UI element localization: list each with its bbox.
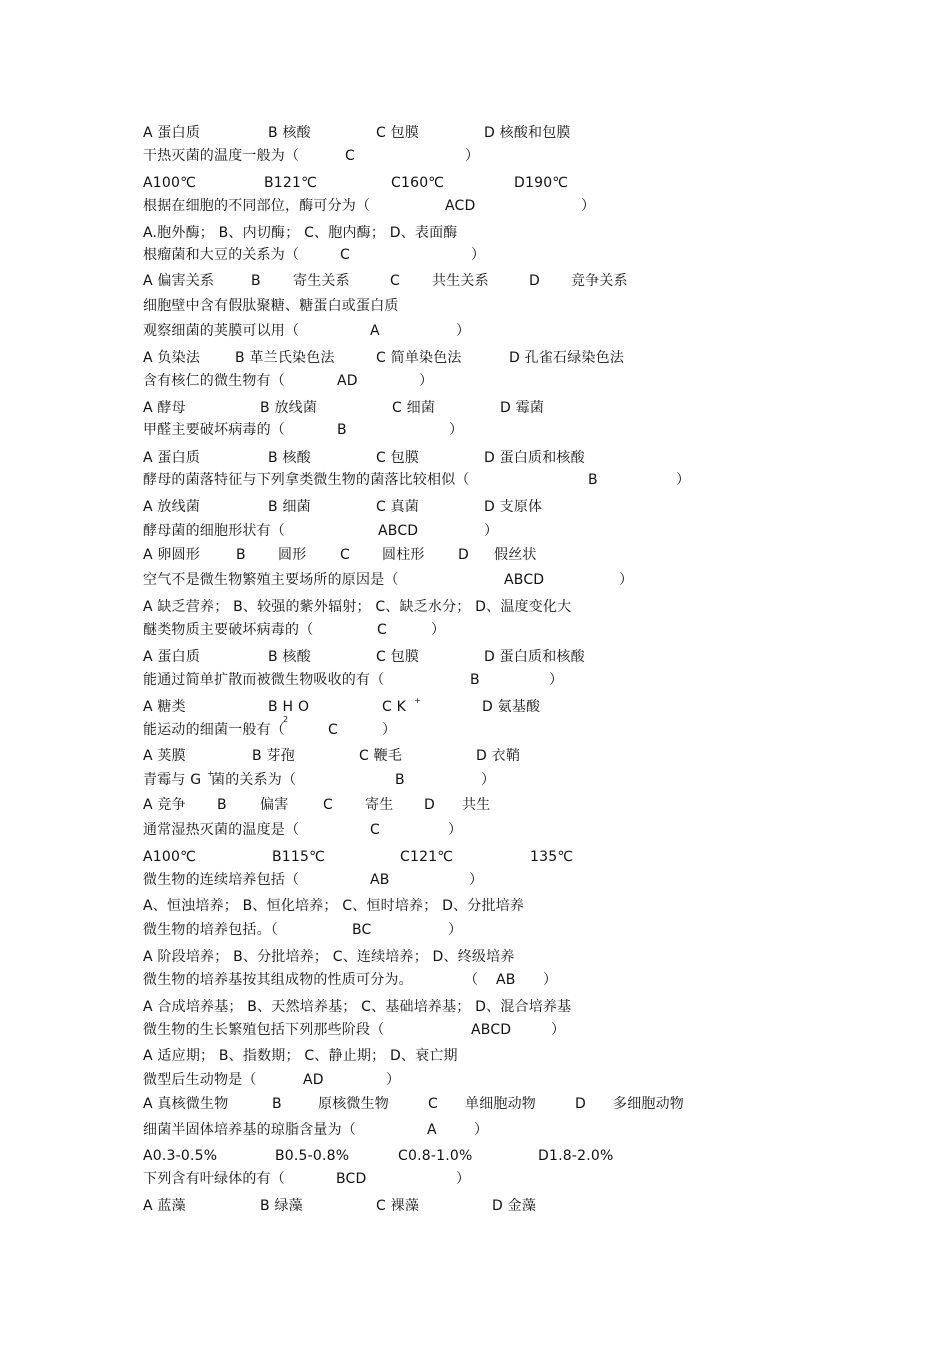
question-line: [0, 896, 950, 920]
line-segment: C 包膜: [376, 649, 420, 665]
line-segment: D: [424, 797, 435, 813]
line-segment: A 荚膜: [143, 748, 186, 764]
line-segment: C 鞭毛: [359, 748, 403, 764]
line-segment: 多细胞动物: [613, 1096, 684, 1112]
line-segment: ABCD: [378, 523, 419, 539]
line-segment: 假丝状: [494, 547, 537, 563]
question-line: [0, 670, 950, 694]
question-line: [0, 321, 950, 345]
line-segment: 能通过简单扩散而被微生物吸收的有（: [143, 672, 385, 688]
line-segment: 2: [283, 714, 289, 724]
question-line: [0, 223, 950, 247]
line-segment: 微型后生动物是（: [143, 1072, 257, 1088]
line-segment: 偏害: [260, 797, 289, 813]
line-segment: 根据在细胞的不同部位，酶可分为（: [143, 198, 371, 214]
line-segment: D 霉菌: [500, 400, 545, 416]
line-segment: ）: [551, 1022, 566, 1038]
line-segment: A 蛋白质: [143, 649, 201, 665]
line-segment: B: [272, 1096, 282, 1112]
question-line: [0, 1196, 950, 1220]
line-segment: B: [588, 472, 598, 488]
line-segment: A 酵母: [143, 400, 186, 416]
question-line: [0, 123, 950, 147]
question-line: [0, 947, 950, 971]
line-segment: D: [575, 1096, 586, 1112]
line-segment: A.胞外酶； B、内切酶； C、胞内酶； D、表面酶: [143, 225, 458, 241]
question-line: [0, 1169, 950, 1193]
question-line: [0, 1046, 950, 1070]
line-segment: B 核酸: [268, 649, 311, 665]
line-segment: 酵母的菌落特征与下列拿类微生物的菌落比较相似（: [143, 472, 470, 488]
line-segment: C 真菌: [376, 499, 420, 515]
line-segment: ）: [676, 472, 691, 488]
line-segment: 竞争关系: [571, 273, 628, 289]
line-segment: B 绿藻: [260, 1198, 303, 1214]
line-segment: D 蛋白质和核酸: [484, 450, 585, 466]
question-line: [0, 920, 950, 944]
line-segment: C: [340, 247, 350, 263]
line-segment: A 缺乏营养； B、较强的紫外辐射； C、缺乏水分； D、温度变化大: [143, 599, 572, 615]
line-segment: ）: [456, 1171, 471, 1187]
line-segment: C 简单染色法: [376, 350, 462, 366]
line-segment: +: [414, 696, 422, 705]
line-segment: D 核酸和包膜: [484, 125, 571, 141]
line-segment: B 放线菌: [260, 400, 318, 416]
question-line: [0, 398, 950, 422]
question-line: [0, 720, 950, 744]
question-line: [0, 1120, 950, 1144]
line-segment: C: [323, 797, 333, 813]
question-line: [0, 1020, 950, 1044]
line-segment: B 核酸: [268, 450, 311, 466]
line-segment: C: [345, 148, 355, 164]
line-segment: D: [458, 547, 469, 563]
line-segment: ）: [449, 422, 464, 438]
line-segment: 微生物的连续培养包括（: [143, 872, 300, 888]
line-segment: C 裸藻: [376, 1198, 420, 1214]
line-segment: ）: [474, 1122, 489, 1138]
question-line: [0, 647, 950, 671]
line-segment: D 金藻: [492, 1198, 537, 1214]
question-line: [0, 348, 950, 372]
line-segment: 原核微生物: [318, 1096, 389, 1112]
line-segment: A 蓝藻: [143, 1198, 186, 1214]
line-segment: ）: [581, 198, 596, 214]
line-segment: ）: [619, 572, 634, 588]
line-segment: C 包膜: [376, 450, 420, 466]
line-segment: B 细菌: [268, 499, 311, 515]
line-segment: A0.3-0.5%: [143, 1148, 218, 1164]
line-segment: 根瘤菌和大豆的关系为（: [143, 247, 300, 263]
question-line: [0, 847, 950, 871]
line-segment: C: [328, 722, 338, 738]
line-segment: C 细菌: [392, 400, 436, 416]
line-segment: 共生: [462, 797, 491, 813]
line-segment: ）: [419, 373, 434, 389]
question-line: [0, 173, 950, 197]
line-segment: 醚类物质主要破坏病毒的（: [143, 622, 314, 638]
line-segment: ）: [469, 872, 484, 888]
line-segment: B115℃: [272, 849, 326, 865]
question-line: [0, 770, 950, 794]
line-segment: （: [464, 972, 479, 988]
line-segment: 通常湿热灭菌的温度是（: [143, 822, 300, 838]
line-segment: +: [207, 769, 214, 778]
line-segment: 观察细菌的荚膜可以用（: [143, 323, 300, 339]
line-segment: 青霉与 G: [143, 772, 202, 788]
line-segment: ）: [386, 1072, 401, 1088]
line-segment: 酵母菌的细胞形状有（: [143, 523, 285, 539]
question-line: [0, 497, 950, 521]
line-segment: A 糖类: [143, 699, 186, 715]
question-line: [0, 1094, 950, 1118]
line-segment: B: [217, 797, 227, 813]
line-segment: B: [251, 273, 261, 289]
line-segment: 能运动的细菌一般有（: [143, 722, 285, 738]
line-segment: 菌的关系为（: [211, 772, 297, 788]
line-segment: A 蛋白质: [143, 125, 201, 141]
question-line: [0, 296, 950, 320]
question-line: [0, 420, 950, 444]
line-segment: 圆柱形: [382, 547, 425, 563]
line-segment: 下列含有叶绿体的有（: [143, 1171, 285, 1187]
line-segment: C0.8-1.0%: [398, 1148, 473, 1164]
line-segment: D 衣鞘: [476, 748, 521, 764]
line-segment: C: [428, 1096, 438, 1112]
line-segment: C K: [382, 699, 407, 715]
question-line: [0, 597, 950, 621]
line-segment: 寄生关系: [293, 273, 350, 289]
question-line: [0, 1070, 950, 1094]
line-segment: 微生物的培养基按其组成物的性质可分为。: [143, 972, 413, 988]
line-segment: 干热灭菌的温度一般为（: [143, 148, 300, 164]
line-segment: B: [395, 772, 405, 788]
line-segment: ABCD: [504, 572, 545, 588]
line-segment: AB: [496, 972, 516, 988]
question-line: [0, 970, 950, 994]
line-segment: B0.5-0.8%: [275, 1148, 350, 1164]
line-segment: ）: [431, 622, 446, 638]
line-segment: A: [427, 1122, 437, 1138]
question-line: [0, 521, 950, 545]
line-segment: ）: [382, 722, 397, 738]
line-segment: B 芽孢: [252, 748, 295, 764]
question-line: [0, 870, 950, 894]
line-segment: D 氨基酸: [482, 699, 541, 715]
question-line: [0, 196, 950, 220]
line-segment: 共生关系: [432, 273, 489, 289]
line-segment: BC: [352, 922, 372, 938]
question-line: [0, 746, 950, 770]
question-line: [0, 997, 950, 1021]
line-segment: B121℃: [264, 175, 318, 191]
question-line: [0, 570, 950, 594]
line-segment: B 革兰氏染色法: [235, 350, 335, 366]
line-segment: AD: [337, 373, 358, 389]
line-segment: 微生物的培养包括。（: [143, 922, 278, 938]
line-segment: B: [470, 672, 480, 688]
line-segment: ）: [456, 323, 471, 339]
line-segment: 圆形: [278, 547, 307, 563]
line-segment: 空气不是微生物繁殖主要场所的原因是（: [143, 572, 399, 588]
line-segment: 含有核仁的微生物有（: [143, 373, 285, 389]
line-segment: D190℃: [514, 175, 569, 191]
line-segment: D: [529, 273, 540, 289]
line-segment: D 孔雀石绿染色法: [509, 350, 625, 366]
line-segment: A 负染法: [143, 350, 201, 366]
line-segment: A、恒浊培养； B、恒化培养； C、恒时培养； D、分批培养: [143, 898, 525, 914]
line-segment: D 支原体: [484, 499, 543, 515]
line-segment: ）: [549, 672, 564, 688]
question-line: [0, 371, 950, 395]
line-segment: ）: [471, 247, 486, 263]
line-segment: ）: [448, 922, 463, 938]
line-segment: ）: [484, 523, 499, 539]
line-segment: C: [340, 547, 350, 563]
line-segment: A100℃: [143, 849, 197, 865]
line-segment: A100℃: [143, 175, 197, 191]
line-segment: ABCD: [471, 1022, 512, 1038]
line-segment: 135℃: [530, 849, 574, 865]
line-segment: O: [298, 699, 310, 715]
line-segment: AB: [370, 872, 390, 888]
question-line: [0, 470, 950, 494]
line-segment: C160℃: [391, 175, 445, 191]
line-segment: AD: [303, 1072, 324, 1088]
line-segment: A 合成培养基； B、天然培养基； C、基础培养基； D、混合培养基: [143, 999, 572, 1015]
line-segment: A 适应期； B、指数期； C、静止期； D、衰亡期: [143, 1048, 458, 1064]
question-line: [0, 448, 950, 472]
line-segment: 单细胞动物: [465, 1096, 536, 1112]
question-line: [0, 545, 950, 569]
line-segment: ）: [481, 772, 496, 788]
question-line: [0, 1146, 950, 1170]
line-segment: 细菌半固体培养基的琼脂含量为（: [143, 1122, 356, 1138]
line-segment: A 卵圆形: [143, 547, 201, 563]
line-segment: ）: [448, 822, 463, 838]
question-line: [0, 620, 950, 644]
line-segment: BCD: [336, 1171, 367, 1187]
line-segment: 甲醛主要破坏病毒的（: [143, 422, 285, 438]
line-segment: A: [370, 323, 380, 339]
line-segment: 微生物的生长繁殖包括下列那些阶段（: [143, 1022, 385, 1038]
line-segment: C 包膜: [376, 125, 420, 141]
line-segment: B: [236, 547, 246, 563]
line-segment: C121℃: [400, 849, 454, 865]
line-segment: C: [370, 822, 380, 838]
line-segment: A 竞争: [143, 797, 186, 813]
line-segment: D 蛋白质和核酸: [484, 649, 585, 665]
line-segment: ）: [543, 972, 558, 988]
question-line: [0, 245, 950, 269]
line-segment: B: [337, 422, 347, 438]
question-line: [0, 146, 950, 170]
line-segment: C: [377, 622, 387, 638]
question-line: [0, 271, 950, 295]
line-segment: 细胞壁中含有假肽聚糖、糖蛋白或蛋白质: [143, 298, 399, 314]
question-line: [0, 696, 950, 724]
line-segment: D1.8-2.0%: [538, 1148, 614, 1164]
line-segment: A 阶段培养； B、分批培养； C、连续培养； D、终级培养: [143, 949, 515, 965]
line-segment: A 真核微生物: [143, 1096, 229, 1112]
question-line: [0, 820, 950, 844]
line-segment: A 放线菌: [143, 499, 201, 515]
line-segment: A 蛋白质: [143, 450, 201, 466]
line-segment: ACD: [445, 198, 476, 214]
line-segment: 寄生: [365, 797, 394, 813]
line-segment: B H: [268, 699, 294, 715]
line-segment: B 核酸: [268, 125, 311, 141]
question-line: [0, 795, 950, 819]
line-segment: A 偏害关系: [143, 273, 215, 289]
line-segment: ）: [465, 148, 480, 164]
line-segment: C: [390, 273, 400, 289]
